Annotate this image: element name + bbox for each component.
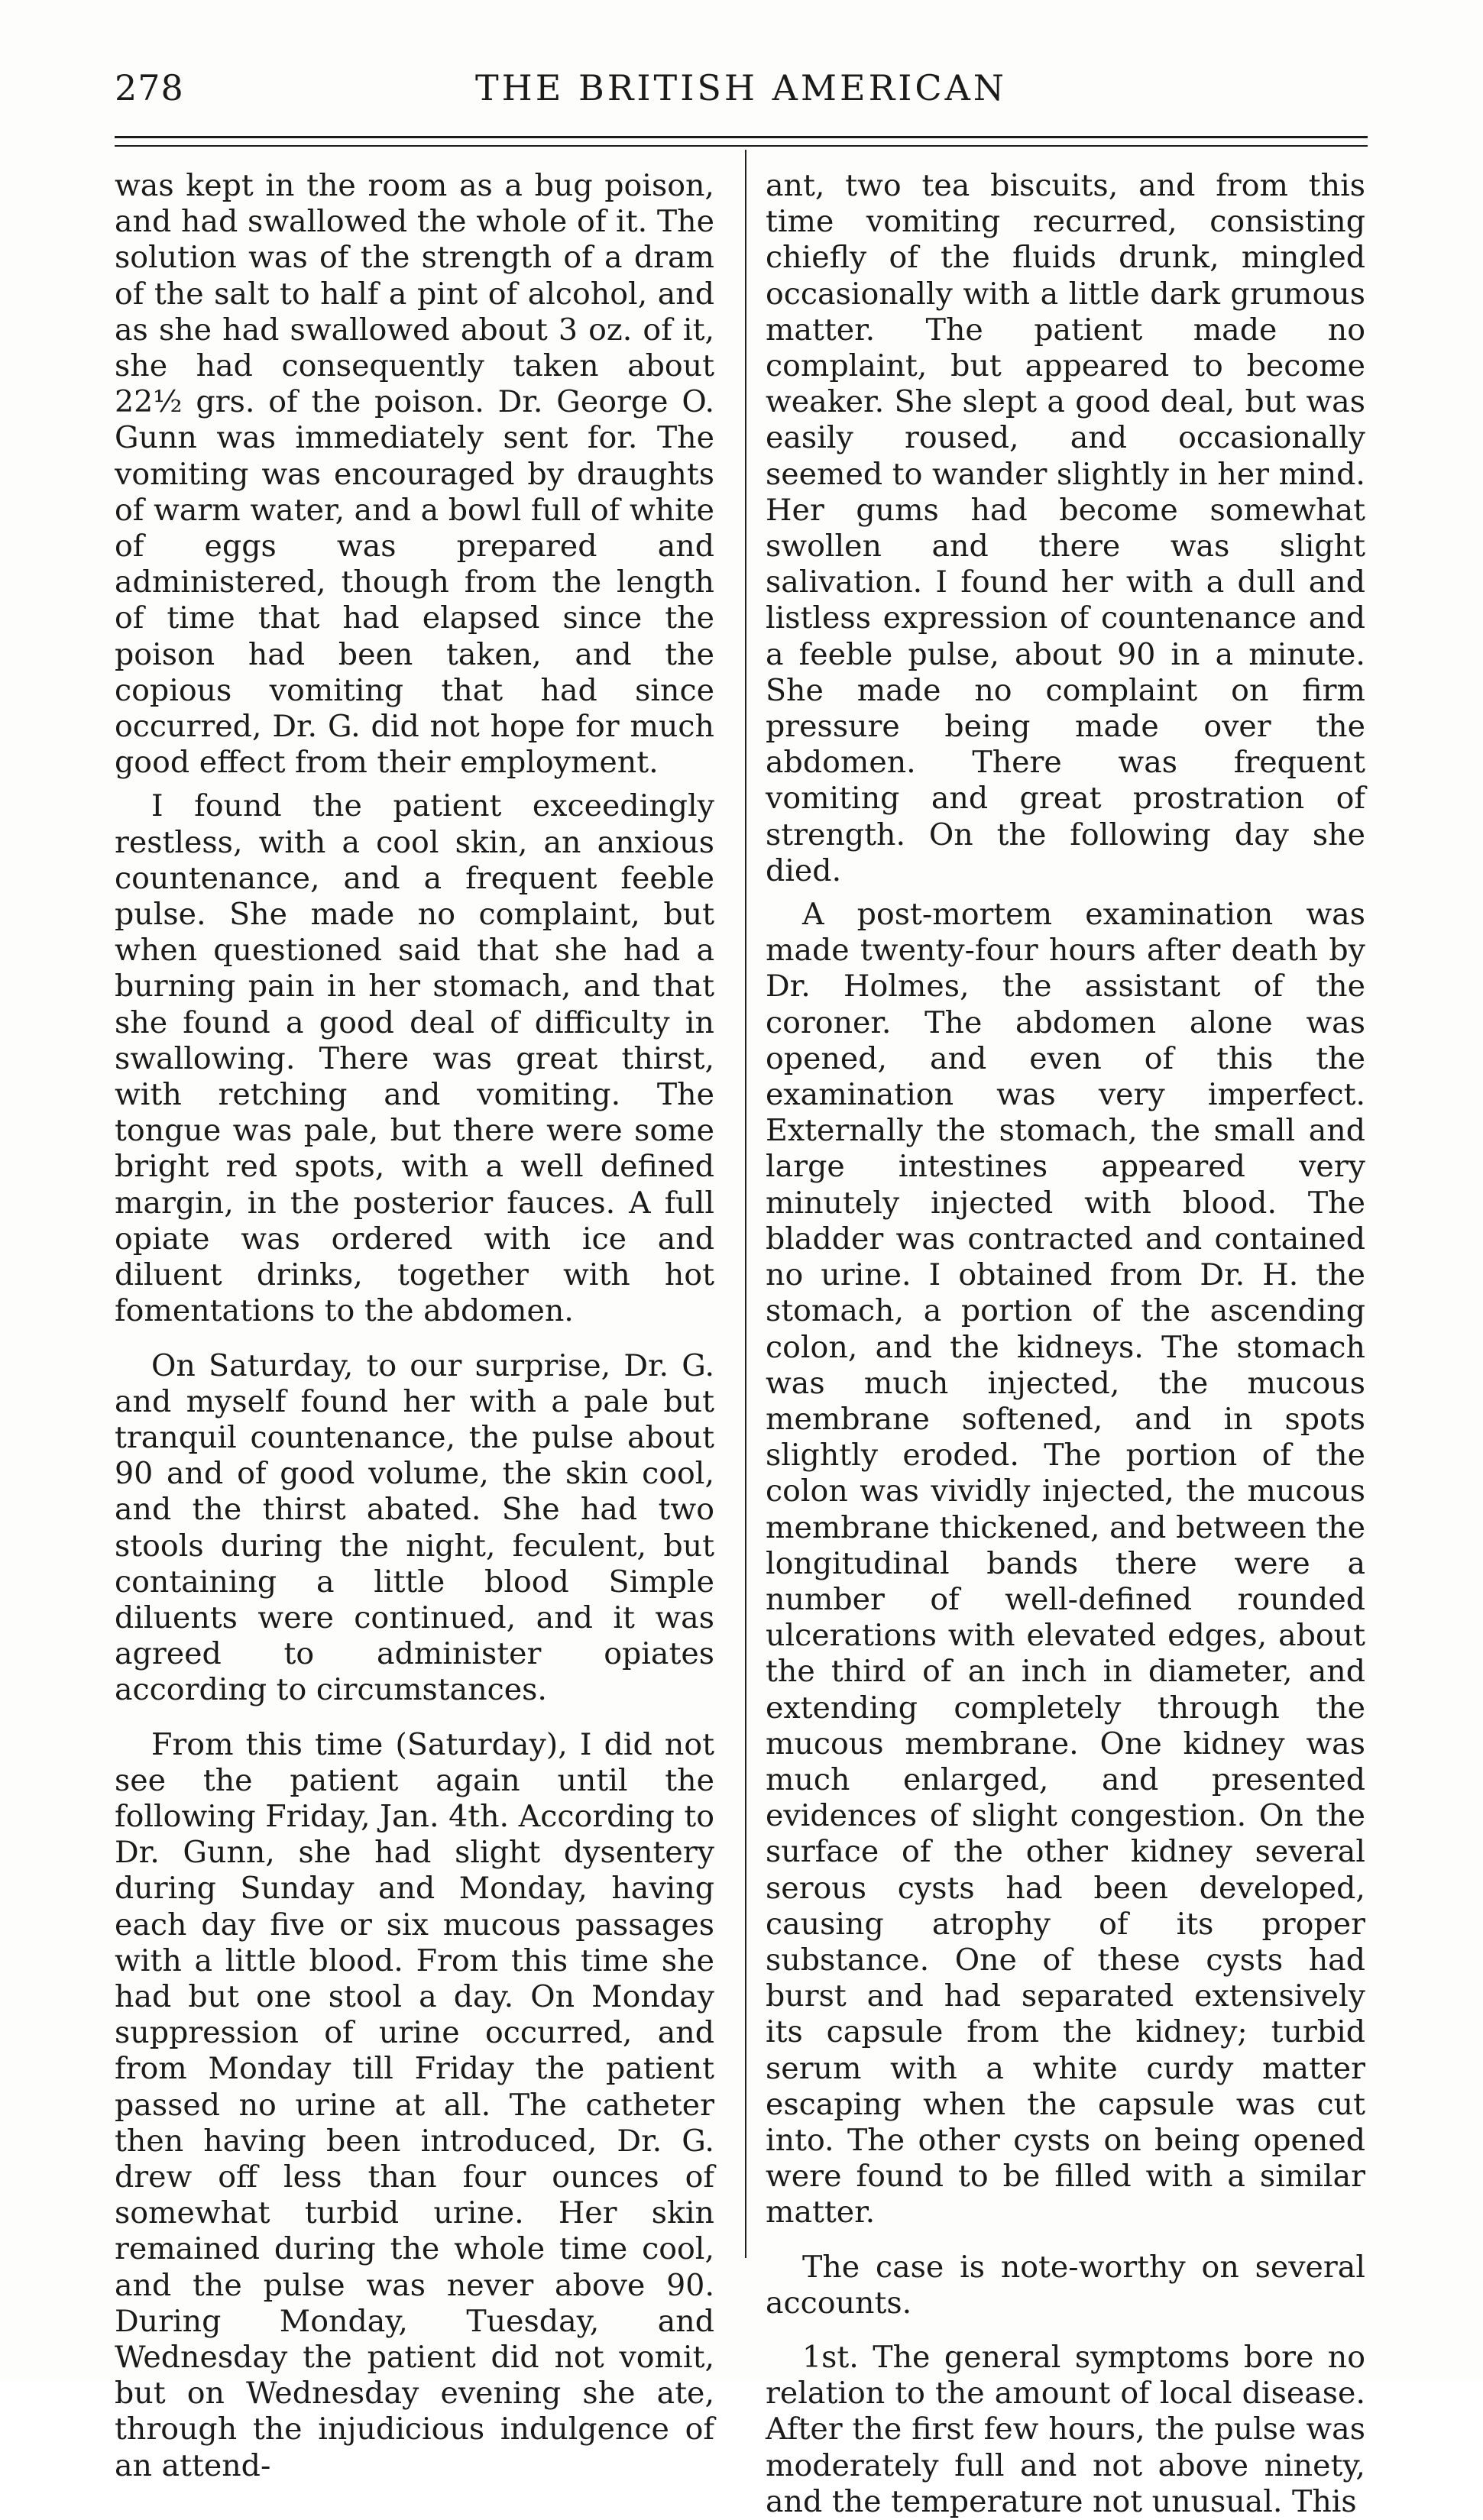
- page-number: 278: [115, 67, 184, 108]
- running-title: THE BRITISH AMERICAN: [474, 67, 1008, 108]
- right-paragraph-4: 1st. The general symptoms bore no relation to the amount of local disease. After the first few hours, the pulse was moderately full and not above ninety, and the temperature not unusual. This: [766, 2339, 1365, 2519]
- left-column: [115, 168, 714, 2484]
- right-paragraph-2: A post-mortem examination was made twenty-four hours after death by Dr. Holmes, the assistant of the coroner. The abdomen alone was opened, and even of this the examination was very imperfect. Externally the stomach, the small and large intestines appeared very minutely injected with blood. The bladder was contracted and contained no urine. I obtained from Dr. H. the stomach, a portion of the ascending colon, and the kidneys. The stomach was much injected, the mucous membrane softened, and in spots slightly eroded. The portion of the colon was vividly injected, the mucous membrane thickened, and between the longitudinal bands there were a number of well-defined rounded ulcerations with elevated edges, about the third of an inch in diameter, and extending completely through the mucous membrane. One kidney was much enlarged, and presented evidences of slight congestion. On the surface of the other kidney several serous cysts had been developed, causing atrophy of its proper substance. One of these cysts had burst and had separated extensively its capsule from the kidney; turbid serum with a white curdy matter escaping when the capsule was cut into. The other cysts on being opened were found to be filled with a similar matter.: [766, 897, 1365, 2230]
- header-rule-top: [115, 136, 1368, 138]
- right-paragraph-3: The case is note-worthy on several accounts.: [766, 2249, 1365, 2321]
- page-header: [115, 67, 1368, 121]
- column-divider: [745, 150, 746, 2258]
- header-rule-bottom: [115, 145, 1368, 147]
- right-column: [766, 168, 1365, 2520]
- right-paragraph-1: ant, two tea biscuits, and from this time vomiting recurred, consisting chiefly of the fluids drunk, mingled occasionally with a little dark grumous matter. The patient made no complaint, but appeared to become weaker. She slept a good deal, but was easily roused, and occasionally seemed to wander slightly in her mind. Her gums had become somewhat swollen and there was slight salivation. I found her with a dull and listless expression of countenance and a feeble pulse, about 90 in a minute. She made no complaint on firm pressure being made over the abdomen. There was frequent vomiting and great prostration of strength. On the following day she died.: [766, 168, 1365, 888]
- left-paragraph-4: From this time (Saturday), I did not see the patient again until the following Friday, Jan. 4th. According to Dr. Gunn, she had slight dysentery during Sunday and Monday, having each day five or six mucous passages with a little blood. From this time she had but one stool a day. On Monday suppression of urine occurred, and from Monday till Friday the patient passed no urine at all. The catheter then having been introduced, Dr. G. drew off less than four ounces of somewhat turbid urine. Her skin remained during the whole time cool, and the pulse was never above 90. During Monday, Tuesday, and Wednesday the patient did not vomit, but on Wednesday evening she ate, through the injudicious indulgence of an attend-: [115, 1726, 714, 2483]
- left-paragraph-1: was kept in the room as a bug poison, and had swallowed the whole of it. The solution was of the strength of a dram of the salt to half a pint of alcohol, and as she had swallowed about 3 oz. of it, she had consequently taken about 22½ grs. of the poison. Dr. George O. Gunn was immediately sent for. The vomiting was encouraged by draughts of warm water, and a bowl full of white of eggs was prepared and administered, though from the length of time that had elapsed since the poison had been taken, and the copious vomiting that had since occurred, Dr. G. did not hope for much good effect from their employment.: [115, 168, 714, 781]
- left-paragraph-3: On Saturday, to our surprise, Dr. G. and myself found her with a pale but tranquil countenance, the pulse about 90 and of good volume, the skin cool, and the thirst abated. She had two stools during the night, feculent, but containing a little blood Simple diluents were continued, and it was agreed to administer opiates according to circumstances.: [115, 1347, 714, 1708]
- left-paragraph-2: I found the patient exceedingly restless, with a cool skin, an anxious countenance, and a frequent feeble pulse. She made no complaint, but when questioned said that she had a burning pain in her stomach, and that she found a good deal of difficulty in swallowing. There was great thirst, with retching and vomiting. The tongue was pale, but there were some bright red spots, with a well defined margin, in the posterior fauces. A full opiate was ordered with ice and diluent drinks, together with hot fomentations to the abdomen.: [115, 788, 714, 1329]
